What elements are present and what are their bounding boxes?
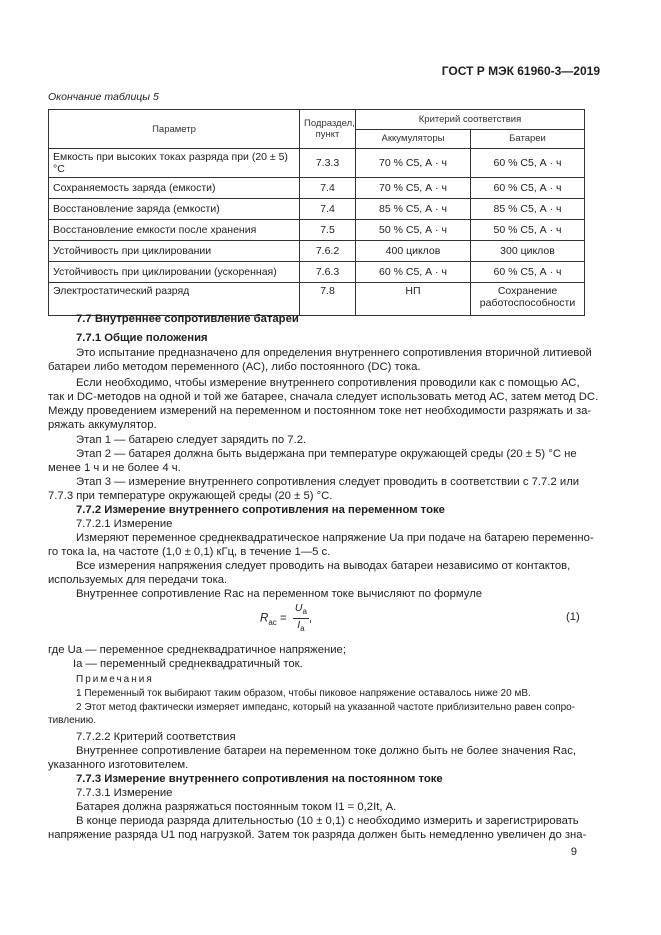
row-batt: 50 % C5, А · ч (471, 220, 585, 241)
subsection-heading: 7.7.2 Измерение внутреннего сопротивления на переменном токе (76, 504, 445, 516)
paragraph-line: Если необходимо, чтобы измерение внутреннего сопротивления проводили как с помощью АС, (76, 377, 580, 389)
table-row (49, 283, 585, 316)
row-param: Электростатический разряд (49, 283, 300, 316)
table-row (49, 178, 585, 199)
note-line: 1 Переменный ток выбирают таким образом, чтобы пиковое напряжение оставалось ниже 20 мВ. (76, 688, 531, 699)
paragraph-line: указанного изготовителем. (48, 759, 189, 771)
table-caption: Окончание таблицы 5 (48, 91, 159, 103)
table-header-row (49, 110, 585, 130)
note-line: 2 Этот метод фактически измеряет импеданс, который на указанной частоте приблизительно равен сопро- (76, 702, 576, 713)
row-accum: 70 % C5, А · ч (356, 178, 471, 199)
paragraph-line: Внутреннее сопротивление батареи на переменном токе должно быть не более значения Rac, (76, 745, 576, 757)
row-batt: 85 % C5, А · ч (471, 199, 585, 220)
paragraph-line: го тока Ia, на частоте (1,0 ± 0,1) кГц, в течение 1—5 с. (48, 546, 331, 558)
row-sub: 7.6.3 (300, 262, 356, 283)
row-accum: 60 % C5, А · ч (356, 262, 471, 283)
clause-heading: 7.7.2.1 Измерение (76, 518, 173, 530)
paragraph-line: менее 1 ч и не более 4 ч. (48, 462, 181, 474)
clause-heading: 7.7.2.2 Критерий соответствия (76, 731, 236, 743)
row-batt: 60 % C5, А · ч (471, 178, 585, 199)
where-line: Ia — переменный среднеквадратичный ток. (73, 658, 303, 670)
row-batt: 300 циклов (471, 241, 585, 262)
paragraph-line: Батарея должна разряжаться постоянным током I1 = 0,2It, А. (76, 801, 397, 813)
paragraph-line: Все измерения напряжения следует проводить на выводах батареи независимо от контактов, (76, 560, 571, 572)
header-accum: Аккумуляторы (356, 129, 471, 149)
row-param: Сохраняемость заряда (емкости) (49, 178, 300, 199)
header-batt: Батареи (471, 129, 585, 149)
subsection-heading: 7.7.1 Общие положения (76, 332, 208, 344)
note-line: тивлению. (48, 715, 97, 726)
paragraph-line: так и DC-методов на одной и той же батарее, сначала следует использовать метод АС, затем метод DC. (48, 391, 599, 403)
row-param: Устойчивость при циклировании (49, 241, 300, 262)
paragraph-line: Измеряют переменное среднеквадратическое напряжение Ua при подаче на батарею переменно- (76, 532, 594, 544)
paragraph-line: 7.7.3 при температуре окружающей среды (20 ± 5) °С. (48, 490, 333, 502)
equation-number: (1) (566, 611, 580, 623)
row-accum: 50 % C5, А · ч (356, 220, 471, 241)
paragraph-line: Это испытание предназначено для определения внутреннего сопротивления вторичной литиевой (76, 347, 592, 359)
header-criterion: Критерий соответствия (356, 110, 585, 130)
row-param: Емкость при высоких токах разряда при (20 ± 5) °С (49, 149, 300, 178)
header-subsection: Подраздел, пункт (300, 110, 356, 149)
row-sub: 7.4 (300, 178, 356, 199)
row-accum: НП (356, 283, 471, 316)
conformity-table (48, 109, 585, 316)
paragraph-line: В конце периода разряда длительностью (10 ± 0,1) с необходимо измерить и зарегистрировать (76, 815, 579, 827)
table-row (49, 199, 585, 220)
paragraph-line: батареи либо методом переменного (АС), либо постоянного (DC) тока. (48, 361, 421, 373)
row-sub: 7.5 (300, 220, 356, 241)
notes-heading: Примечания (76, 674, 154, 685)
row-accum: 400 циклов (356, 241, 471, 262)
clause-heading: 7.7.3.1 Измерение (76, 787, 173, 799)
row-sub: 7.8 (300, 283, 356, 316)
document-header: ГОСТ Р МЭК 61960-3—2019 (441, 64, 600, 78)
paragraph-line: используемых для передачи тока. (48, 574, 228, 586)
paragraph-line: Этап 1 — батарею следует зарядить по 7.2. (76, 434, 307, 446)
paragraph-line: ряжать аккумулятор. (48, 419, 157, 431)
table-row (49, 241, 585, 262)
table-row (49, 220, 585, 241)
paragraph-line: Внутреннее сопротивление Rac на переменном токе вычисляют по формуле (76, 588, 483, 600)
row-sub: 7.3.3 (300, 149, 356, 178)
paragraph-line: напряжение разряда U1 под нагрузкой. Затем ток разряда должен быть немедленно увеличен до зна- (48, 829, 587, 841)
header-param: Параметр (49, 110, 300, 149)
subsection-heading: 7.7.3 Измерение внутреннего сопротивления на постоянном токе (76, 773, 443, 785)
where-line: где Ua — переменное среднеквадратичное напряжение; (48, 644, 346, 656)
row-param: Восстановление емкости после хранения (49, 220, 300, 241)
page-number: 9 (570, 846, 577, 858)
row-batt: 60 % C5, А · ч (471, 262, 585, 283)
row-batt: Сохранение работоспособности (471, 283, 585, 316)
paragraph-line: Этап 3 — измерение внутреннего сопротивления следует проводить в соответствии с 7.7.2 или (76, 476, 580, 488)
row-sub: 7.6.2 (300, 241, 356, 262)
row-sub: 7.4 (300, 199, 356, 220)
row-param: Восстановление заряда (емкости) (49, 199, 300, 220)
row-param: Устойчивость при циклировании (ускоренная) (49, 262, 300, 283)
paragraph-line: Между проведением измерений на переменном и постоянном токе нет необходимости разряжать и за- (48, 405, 592, 417)
table-row (49, 262, 585, 283)
row-accum: 85 % C5, А · ч (356, 199, 471, 220)
formula: $R_{ac}$ = $\frac{U_a}{I_a}$ , (260, 602, 313, 634)
section-heading: 7.7 Внутреннее сопротивление батареи (76, 313, 299, 325)
paragraph-line: Этап 2 — батарея должна быть выдержана при температуре окружающей среды (20 ± 5) °С не (76, 448, 577, 460)
row-batt: 60 % C5, А · ч (471, 149, 585, 178)
row-accum: 70 % C5, А · ч (356, 149, 471, 178)
table-row (49, 149, 585, 178)
